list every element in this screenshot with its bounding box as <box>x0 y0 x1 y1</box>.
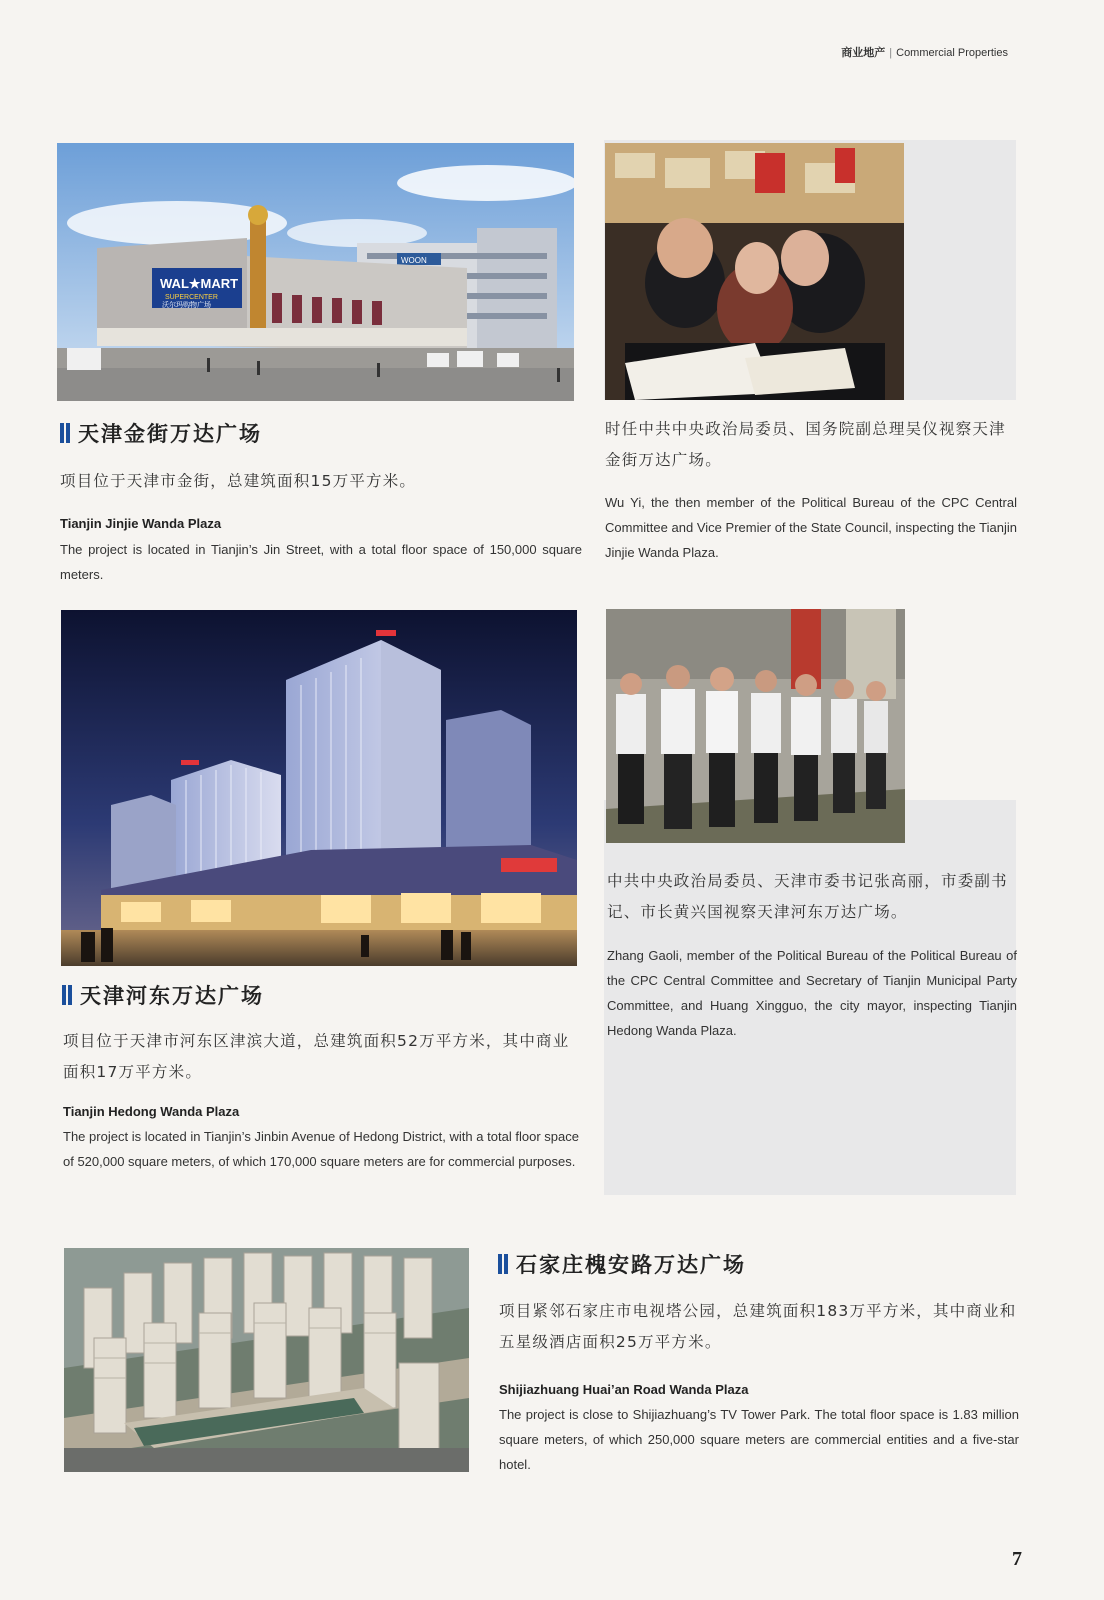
hedong-photo-illustration <box>61 610 577 966</box>
header-section-en: Commercial Properties <box>896 47 1008 59</box>
hedong-title-cn: 天津河东万达广场 <box>80 984 264 1008</box>
running-header <box>841 44 1008 60</box>
photo-sign-supercenter: SUPERCENTER <box>165 294 218 301</box>
inspection-1-caption-en: Wu Yi, the then member of the Political Bureau of the CPC Central Committee and Vice Premier of the State Council, inspecting the Tianjin Jinjie Wanda Plaza. <box>605 495 1017 560</box>
shijiazhuang-plaza-photo <box>64 1248 469 1472</box>
heading-marker-icon <box>62 985 72 1005</box>
inspection-photo-2 <box>606 609 905 843</box>
photo-sign-walmart: WAL★MART <box>160 276 239 291</box>
heading-marker-icon <box>60 423 70 443</box>
hedong-desc-en: The project is located in Tianjin’s Jinbin Avenue of Hedong District, with a total floor space of 520,000 square meters, of which 170,000 square meters are for commercial purposes. <box>63 1129 579 1169</box>
hedong-heading <box>62 980 264 1010</box>
header-separator: | <box>889 47 893 59</box>
inspection-photo-1 <box>605 143 904 400</box>
shijiazhuang-desc-en: The project is close to Shijiazhuang’s TV Tower Park. The total floor space is 1.83 million square meters, of which 250,000 square meters are commercial entities and a five-star hotel. <box>499 1407 1019 1472</box>
shijiazhuang-title-cn: 石家庄槐安路万达广场 <box>516 1253 746 1277</box>
hedong-title-en: Tianjin Hedong Wanda Plaza <box>63 1104 240 1119</box>
hedong-plaza-photo <box>61 610 577 966</box>
page-number: 7 <box>1012 1548 1022 1570</box>
jinjie-desc-en: The project is located in Tianjin’s Jin Street, with a total floor space of 150,000 square meters. <box>60 542 582 582</box>
inspection-1-caption-cn: 时任中共中央政治局委员、国务院副总理吴仪视察天津金街万达广场。 <box>605 420 1006 469</box>
shijiazhuang-title-en: Shijiazhuang Huai’an Road Wanda Plaza <box>499 1382 749 1397</box>
jinjie-title-en: Tianjin Jinjie Wanda Plaza <box>60 516 222 531</box>
shijiazhuang-desc-cn: 项目紧邻石家庄市电视塔公园，总建筑面积183万平方米，其中商业和五星级酒店面积25万平方米。 <box>499 1302 1017 1351</box>
header-section-cn: 商业地产 <box>841 47 886 59</box>
inspection-2-caption-en: Zhang Gaoli, member of the Political Bureau of the Political Bureau of the CPC Central Committee and Secretary of Tianjin Municipal Party Committee, and Huang Xingguo, the city mayor, inspecting Tianjin Hedong Wanda Plaza. <box>607 948 1017 1038</box>
inspection-photo-2-illustration <box>606 609 905 843</box>
jinjie-desc-cn: 项目位于天津市金街，总建筑面积15万平方米。 <box>60 472 417 490</box>
photo-sign-chinese: 沃尔玛购物广场 <box>162 301 211 309</box>
heading-marker-icon <box>498 1254 508 1274</box>
photo-sign-woon: WOON <box>401 256 427 265</box>
jinjie-heading <box>60 418 262 448</box>
inspection-2-caption-cn: 中共中央政治局委员、天津市委书记张高丽，市委副书记、市长黄兴国视察天津河东万达广场。 <box>607 872 1008 921</box>
jinjie-plaza-photo <box>57 143 574 401</box>
shijiazhuang-photo-illustration <box>64 1248 469 1472</box>
jinjie-title-cn: 天津金街万达广场 <box>78 422 262 446</box>
hedong-desc-cn: 项目位于天津市河东区津滨大道，总建筑面积52万平方米，其中商业面积17万平方米。 <box>63 1032 570 1081</box>
inspection-photo-1-illustration <box>605 143 904 400</box>
shijiazhuang-heading <box>498 1249 746 1279</box>
jinjie-photo-illustration <box>57 143 574 401</box>
